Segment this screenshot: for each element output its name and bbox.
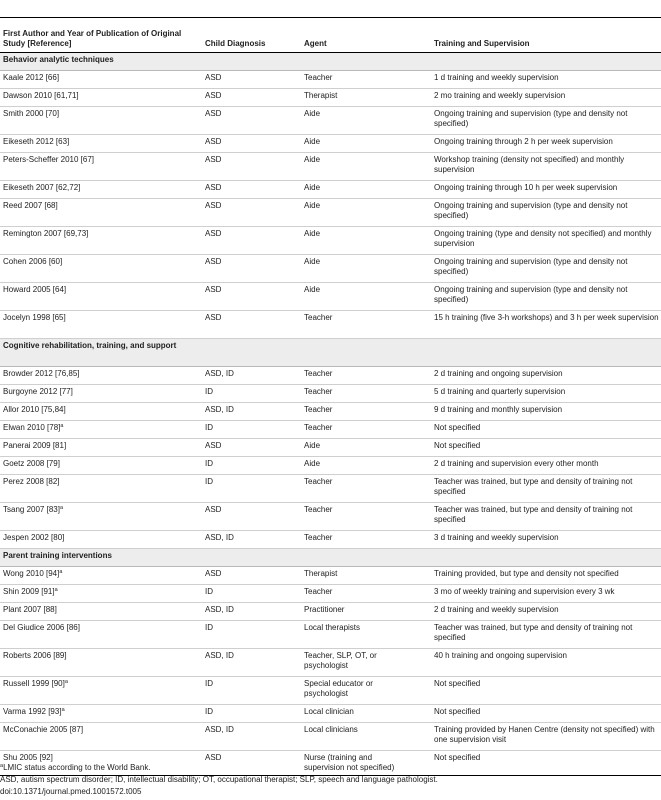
footnote-a: [0, 762, 661, 774]
diagnosis-cell: ID: [202, 677, 301, 705]
study-name: Reed 2007 [68]: [3, 201, 58, 210]
footnote-a-text: LMIC status according to the World Bank.: [3, 763, 151, 772]
table-row: [0, 135, 661, 153]
study-name: Peters-Scheffer 2010 [67]: [3, 155, 95, 164]
study-name: Burgoyne 2012 [77]: [3, 387, 73, 396]
header-study: First Author and Year of Publication of Original Study [Reference]: [0, 18, 202, 53]
diagnosis-cell: ASD: [202, 199, 301, 227]
agent-cell: Practitioner: [301, 603, 431, 621]
section-filler-cell: [301, 339, 431, 367]
table-row: [0, 677, 661, 705]
study-cell: [0, 153, 202, 181]
table-row: [0, 457, 661, 475]
training-cell: Ongoing training and supervision (type and density not specified): [431, 255, 661, 283]
agent-cell: Local therapists: [301, 621, 431, 649]
study-cell: [0, 705, 202, 723]
agent-cell: Aide: [301, 227, 431, 255]
training-cell: Not specified: [431, 677, 661, 705]
study-name: Tsang 2007 [83]: [3, 505, 60, 514]
study-name: Varma 1992 [93]: [3, 707, 62, 716]
study-name: Allor 2010 [75,84]: [3, 405, 66, 414]
study-name: Panerai 2009 [81]: [3, 441, 67, 450]
header-training: Training and Supervision: [431, 18, 661, 53]
study-cell: [0, 457, 202, 475]
section-title: Cognitive rehabilitation, training, and support: [0, 339, 202, 367]
diagnosis-cell: ASD: [202, 89, 301, 107]
training-cell: Training provided, but type and density not specified: [431, 567, 661, 585]
diagnosis-cell: ASD: [202, 227, 301, 255]
diagnosis-cell: ID: [202, 621, 301, 649]
study-cell: [0, 89, 202, 107]
section-filler-cell: [202, 339, 301, 367]
diagnosis-cell: ASD, ID: [202, 367, 301, 385]
agent-cell: Teacher: [301, 475, 431, 503]
table-row: [0, 367, 661, 385]
training-cell: Training provided by Hanen Centre (density not specified) with one supervision visit: [431, 723, 661, 751]
diagnosis-cell: ID: [202, 457, 301, 475]
training-cell: 40 h training and ongoing supervision: [431, 649, 661, 677]
section-title: Parent training interventions: [0, 549, 661, 567]
study-name: Roberts 2006 [89]: [3, 651, 67, 660]
diagnosis-cell: ASD, ID: [202, 531, 301, 549]
diagnosis-cell: ASD: [202, 71, 301, 89]
table-row: [0, 567, 661, 585]
study-name: Eikeseth 2012 [63]: [3, 137, 70, 146]
training-cell: Ongoing training and supervision (type and density not specified): [431, 283, 661, 311]
table-row: [0, 705, 661, 723]
study-cell: [0, 403, 202, 421]
study-name: Shu 2005 [92]: [3, 753, 53, 762]
diagnosis-cell: ASD: [202, 181, 301, 199]
study-cell: [0, 677, 202, 705]
diagnosis-cell: ID: [202, 385, 301, 403]
table-row: [0, 385, 661, 403]
footnote-doi: doi:10.1371/journal.pmed.1001572.t005: [0, 787, 142, 796]
table-row: [0, 503, 661, 531]
agent-cell: Teacher, SLP, OT, or psychologist: [301, 649, 431, 677]
study-name: Smith 2000 [70]: [3, 109, 60, 118]
training-cell: Ongoing training and supervision (type and density not specified): [431, 199, 661, 227]
study-cell: [0, 439, 202, 457]
section-header-row: [0, 549, 661, 567]
training-cell: Ongoing training through 2 h per week supervision: [431, 135, 661, 153]
agent-cell: Aide: [301, 153, 431, 181]
section-header-row: [0, 53, 661, 71]
training-cell: Not specified: [431, 421, 661, 439]
study-name: Dawson 2010 [61,71]: [3, 91, 79, 100]
training-cell: Ongoing training and supervision (type and density not specified): [431, 107, 661, 135]
table-row: [0, 403, 661, 421]
diagnosis-cell: ASD: [202, 135, 301, 153]
study-cell: [0, 531, 202, 549]
diagnosis-cell: ID: [202, 705, 301, 723]
study-name: Jocelyn 1998 [65]: [3, 313, 66, 322]
agent-cell: Aide: [301, 255, 431, 283]
study-cell: [0, 181, 202, 199]
agent-cell: Teacher: [301, 421, 431, 439]
table-row: [0, 181, 661, 199]
agent-cell: Local clinician: [301, 705, 431, 723]
table-row: [0, 227, 661, 255]
study-name: McConachie 2005 [87]: [3, 725, 84, 734]
study-cell: [0, 475, 202, 503]
lmic-marker: a: [54, 587, 58, 593]
training-cell: Not specified: [431, 705, 661, 723]
lmic-marker: a: [60, 423, 64, 429]
study-cell: [0, 311, 202, 339]
study-cell: [0, 421, 202, 439]
agent-cell: Special educator or psychologist: [301, 677, 431, 705]
training-cell: Ongoing training through 10 h per week supervision: [431, 181, 661, 199]
training-cell: Workshop training (density not specified) and monthly supervision: [431, 153, 661, 181]
study-name: Elwan 2010 [78]: [3, 423, 61, 432]
study-cell: [0, 283, 202, 311]
agent-cell: Aide: [301, 181, 431, 199]
diagnosis-cell: ID: [202, 475, 301, 503]
section-header-row: [0, 339, 661, 367]
table-row: [0, 621, 661, 649]
table-row: [0, 475, 661, 503]
study-name: Perez 2008 [82]: [3, 477, 60, 486]
diagnosis-cell: ASD: [202, 567, 301, 585]
study-cell: [0, 385, 202, 403]
header-diagnosis: Child Diagnosis: [202, 18, 301, 53]
header-row: [0, 18, 661, 53]
study-name: Cohen 2006 [60]: [3, 257, 63, 266]
diagnosis-cell: ASD: [202, 503, 301, 531]
agent-cell: Therapist: [301, 567, 431, 585]
agent-cell: Teacher: [301, 385, 431, 403]
study-cell: [0, 367, 202, 385]
table-row: [0, 89, 661, 107]
section-title: Behavior analytic techniques: [0, 53, 661, 71]
footnote-abbreviations: ASD, autism spectrum disorder; ID, intellectual disability; OT, occupational therapist; SLP, speech and language pathologist.: [0, 775, 438, 784]
training-cell: 1 d training and weekly supervision: [431, 71, 661, 89]
diagnosis-cell: ASD: [202, 311, 301, 339]
header-agent: Agent: [301, 18, 431, 53]
diagnosis-cell: ID: [202, 585, 301, 603]
study-cell: [0, 621, 202, 649]
agent-cell: Nurse (training and supervision not specified): [301, 751, 431, 776]
training-cell: 15 h training (five 3-h workshops) and 3 h per week supervision: [431, 311, 661, 339]
agent-cell: Aide: [301, 107, 431, 135]
diagnosis-cell: ASD: [202, 751, 301, 776]
diagnosis-cell: ASD: [202, 107, 301, 135]
agent-cell: Teacher: [301, 311, 431, 339]
agent-cell: Aide: [301, 439, 431, 457]
diagnosis-cell: ASD: [202, 439, 301, 457]
agent-cell: Teacher: [301, 585, 431, 603]
footnote-a-marker: a: [0, 763, 4, 769]
study-name: Eikeseth 2007 [62,72]: [3, 183, 81, 192]
study-name: Shin 2009 [91]: [3, 587, 55, 596]
study-cell: [0, 199, 202, 227]
table-row: [0, 585, 661, 603]
training-cell: 2 d training and ongoing supervision: [431, 367, 661, 385]
study-cell: [0, 71, 202, 89]
table-row: [0, 723, 661, 751]
study-cell: [0, 585, 202, 603]
table-row: [0, 311, 661, 339]
training-table: [0, 18, 661, 776]
diagnosis-cell: ASD, ID: [202, 649, 301, 677]
study-name: Remington 2007 [69,73]: [3, 229, 89, 238]
table-row: [0, 71, 661, 89]
agent-cell: Teacher: [301, 367, 431, 385]
study-name: Russell 1999 [90]: [3, 679, 65, 688]
table-row: [0, 421, 661, 439]
table-row: [0, 153, 661, 181]
study-cell: [0, 567, 202, 585]
training-cell: 9 d training and monthly supervision: [431, 403, 661, 421]
study-name: Wong 2010 [94]: [3, 569, 60, 578]
study-cell: [0, 107, 202, 135]
lmic-marker: a: [64, 679, 68, 685]
agent-cell: Teacher: [301, 503, 431, 531]
study-name: Howard 2005 [64]: [3, 285, 67, 294]
study-cell: [0, 227, 202, 255]
training-cell: 3 d training and weekly supervision: [431, 531, 661, 549]
diagnosis-cell: ID: [202, 421, 301, 439]
training-cell: Teacher was trained, but type and density of training not specified: [431, 475, 661, 503]
study-cell: [0, 503, 202, 531]
training-cell: 5 d training and quarterly supervision: [431, 385, 661, 403]
table-row: [0, 531, 661, 549]
table-row: [0, 255, 661, 283]
table-footnotes: [0, 762, 661, 798]
training-cell: 2 d training and weekly supervision: [431, 603, 661, 621]
lmic-marker: a: [59, 569, 63, 575]
lmic-marker: a: [61, 707, 65, 713]
study-name: Plant 2007 [88]: [3, 605, 57, 614]
study-name: Goetz 2008 [79]: [3, 459, 60, 468]
diagnosis-cell: ASD: [202, 255, 301, 283]
training-cell: 2 mo training and weekly supervision: [431, 89, 661, 107]
agent-cell: Local clinicians: [301, 723, 431, 751]
lmic-marker: a: [59, 505, 63, 511]
study-cell: [0, 603, 202, 621]
agent-cell: Teacher: [301, 531, 431, 549]
study-name: Del Giudice 2006 [86]: [3, 623, 80, 632]
agent-cell: Aide: [301, 135, 431, 153]
agent-cell: Aide: [301, 457, 431, 475]
training-cell: Teacher was trained, but type and density of training not specified: [431, 621, 661, 649]
study-cell: [0, 135, 202, 153]
diagnosis-cell: ASD, ID: [202, 723, 301, 751]
agent-cell: Teacher: [301, 403, 431, 421]
table-row: [0, 603, 661, 621]
study-name: Browder 2012 [76,85]: [3, 369, 80, 378]
agent-cell: Therapist: [301, 89, 431, 107]
section-filler-cell: [431, 339, 661, 367]
table-row: [0, 283, 661, 311]
table-row: [0, 649, 661, 677]
table-body: [0, 53, 661, 776]
training-cell: Not specified: [431, 439, 661, 457]
training-cell: Not specified: [431, 751, 661, 776]
diagnosis-cell: ASD: [202, 283, 301, 311]
training-cell: 2 d training and supervision every other month: [431, 457, 661, 475]
training-cell: Ongoing training (type and density not specified) and monthly supervision: [431, 227, 661, 255]
training-cell: Teacher was trained, but type and density of training not specified: [431, 503, 661, 531]
table-row: [0, 107, 661, 135]
agent-cell: Aide: [301, 283, 431, 311]
table-row: [0, 199, 661, 227]
diagnosis-cell: ASD: [202, 153, 301, 181]
study-name: Kaale 2012 [66]: [3, 73, 60, 82]
diagnosis-cell: ASD, ID: [202, 403, 301, 421]
agent-cell: Teacher: [301, 71, 431, 89]
diagnosis-cell: ASD, ID: [202, 603, 301, 621]
study-cell: [0, 255, 202, 283]
agent-cell: Aide: [301, 199, 431, 227]
training-cell: 3 mo of weekly training and supervision every 3 wk: [431, 585, 661, 603]
study-cell: [0, 723, 202, 751]
study-cell: [0, 649, 202, 677]
study-name: Jespen 2002 [80]: [3, 533, 65, 542]
table-row: [0, 439, 661, 457]
